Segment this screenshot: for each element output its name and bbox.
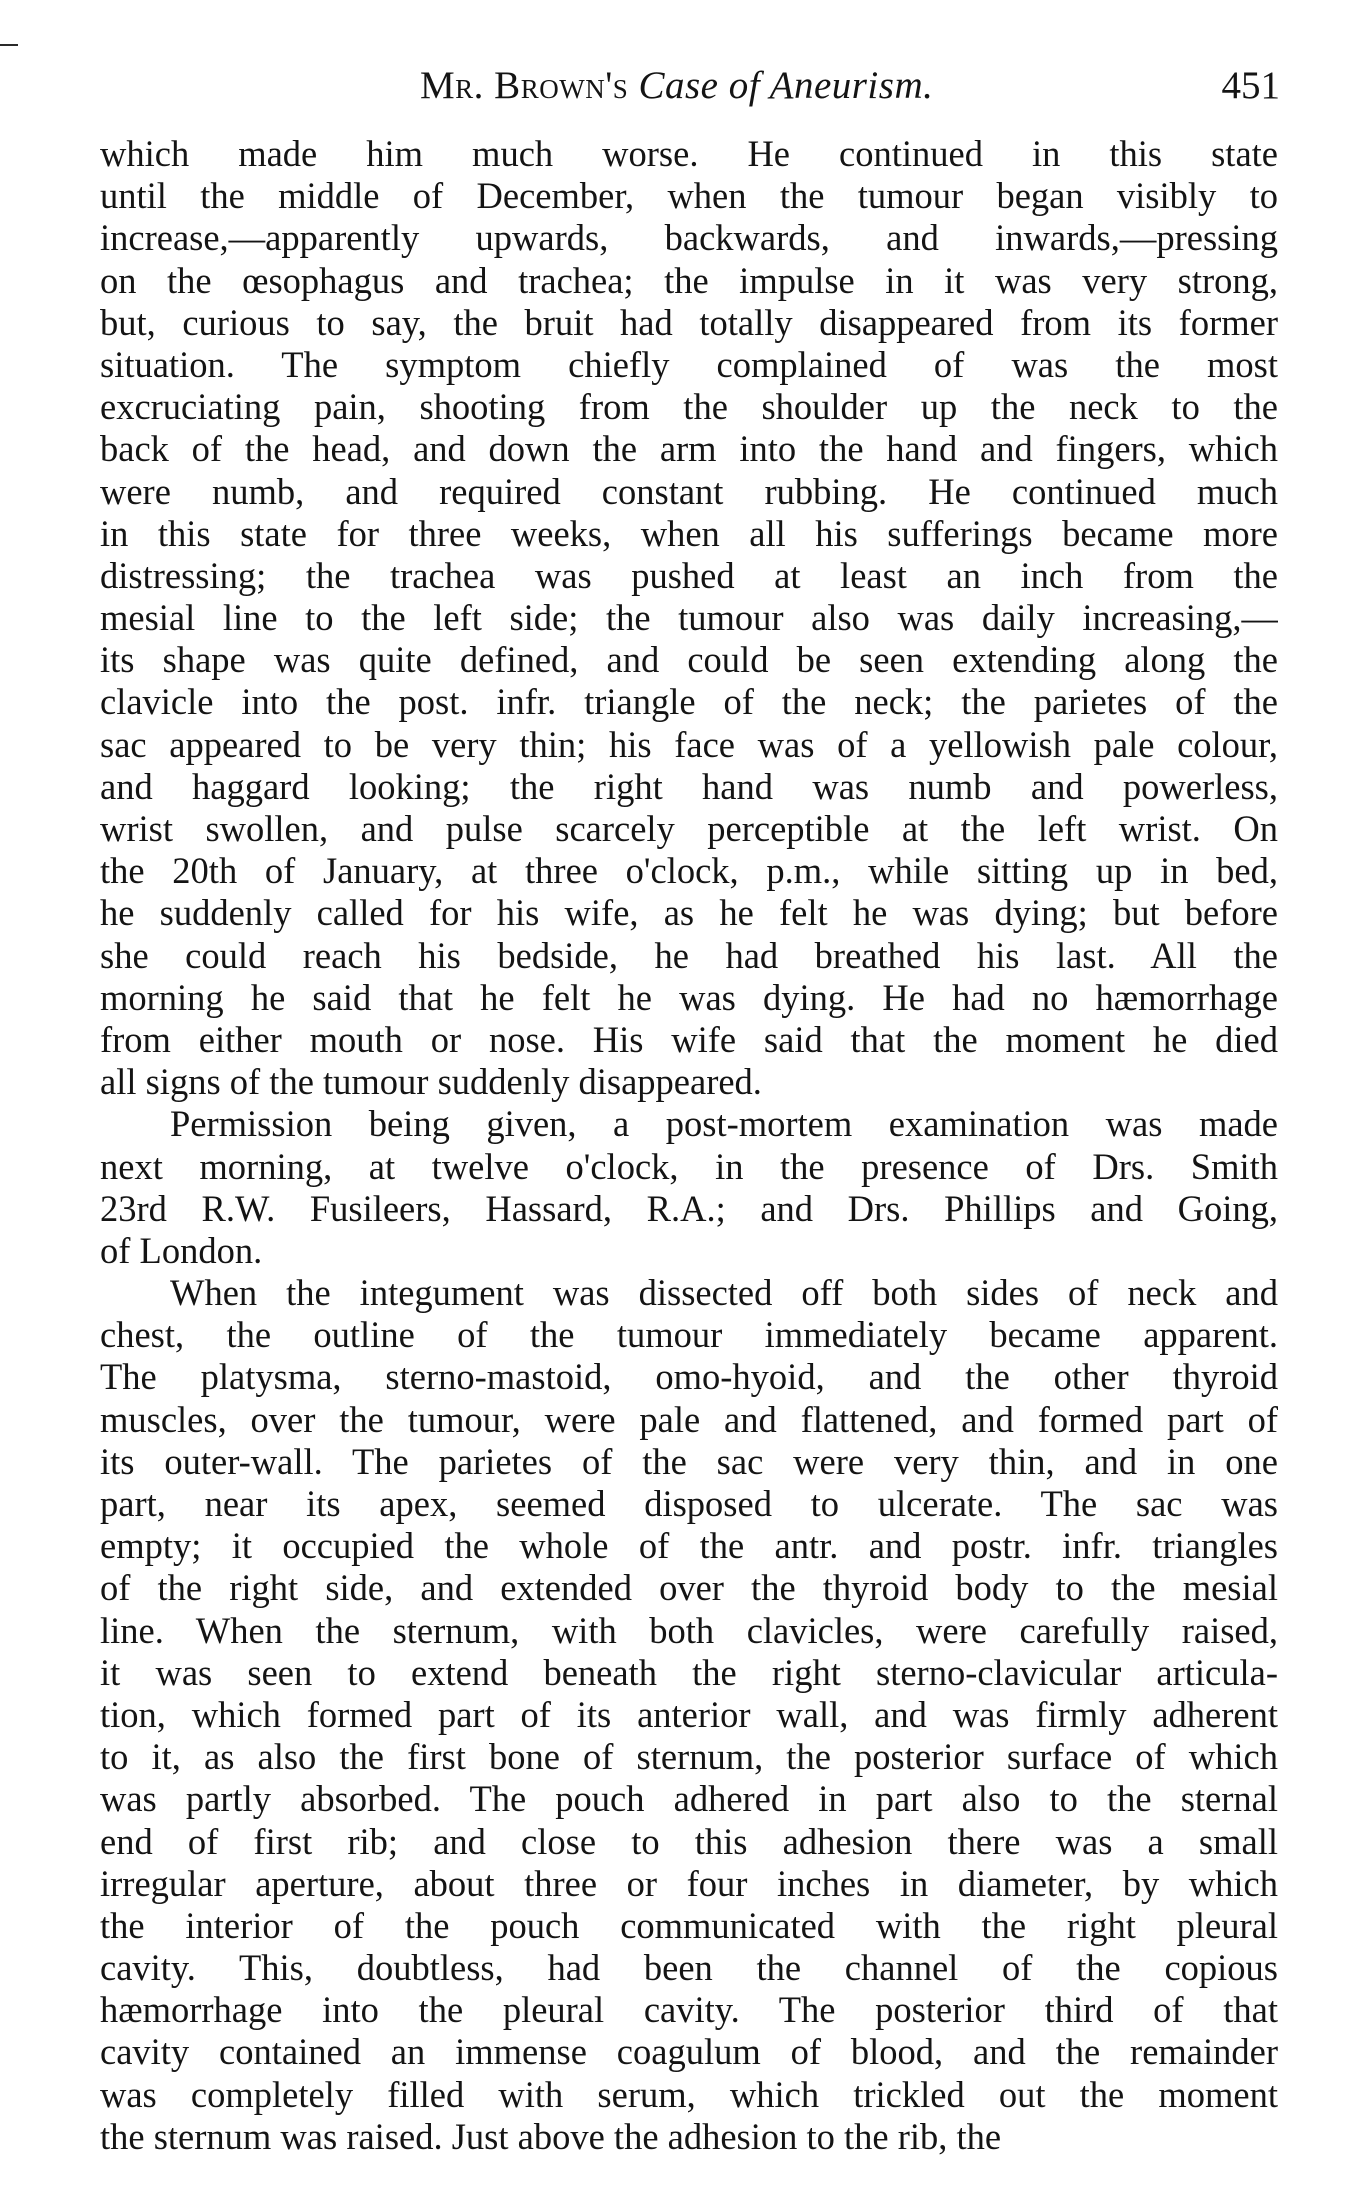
text-line: When the integument was dissected off both sides of neck and <box>170 1272 1278 1314</box>
text-line: 23rd R.W. Fusileers, Hassard, R.A.; and Drs. Phillips and Going, <box>100 1187 1278 1229</box>
page-number: 451 <box>1221 64 1280 107</box>
text-line: the sternum was raised. Just above the adhesion to the rib, the <box>100 2115 1002 2157</box>
text-line: next morning, at twelve o'clock, in the presence of Drs. Smith <box>100 1145 1278 1187</box>
text-line: distressing; the trachea was pushed at least an inch from the <box>100 554 1278 596</box>
text-line: irregular aperture, about three or four inches in diameter, by which <box>100 1862 1278 1904</box>
text-line: he suddenly called for his wife, as he felt he was dying; but before <box>100 892 1278 934</box>
text-line: Permission being given, a post-mortem examination was made <box>170 1103 1278 1145</box>
running-head <box>420 58 1280 114</box>
text-line: end of first rib; and close to this adhesion there was a small <box>100 1820 1278 1862</box>
text-line: cavity contained an immense coagulum of blood, and the remainder <box>100 2031 1278 2073</box>
text-line: its shape was quite defined, and could be seen extending along the <box>100 639 1278 681</box>
running-head-author: Mr. Brown's <box>420 64 629 107</box>
text-line: increase,—apparently upwards, backwards, and inwards,—pressing <box>100 217 1278 259</box>
text-line: hæmorrhage into the pleural cavity. The posterior third of that <box>100 1989 1278 2031</box>
text-line: to it, as also the first bone of sternum, the posterior surface of which <box>100 1736 1278 1778</box>
text-line: of the right side, and extended over the thyroid body to the mesial <box>100 1567 1278 1609</box>
body-text <box>100 133 1278 2158</box>
text-line: line. When the sternum, with both clavicles, were carefully raised, <box>100 1609 1278 1651</box>
text-line: mesial line to the left side; the tumour also was daily increasing,— <box>100 597 1278 639</box>
running-head-subject: Case of Aneurism. <box>638 64 934 107</box>
text-line: which made him much worse. He continued in this state <box>100 133 1278 174</box>
text-line: was completely filled with serum, which trickled out the moment <box>100 2073 1278 2115</box>
text-line: chest, the outline of the tumour immediately became apparent. <box>100 1314 1278 1356</box>
paragraph <box>100 1103 1278 1272</box>
text-line: and haggard looking; the right hand was numb and powerless, <box>100 765 1278 807</box>
text-line: the 20th of January, at three o'clock, p.m., while sitting up in bed, <box>100 850 1278 892</box>
text-line: the interior of the pouch communicated with the right pleural <box>100 1904 1278 1946</box>
text-line: excruciating pain, shooting from the shoulder up the neck to the <box>100 386 1278 428</box>
text-line: part, near its apex, seemed disposed to ulcerate. The sac was <box>100 1483 1278 1524</box>
text-line: clavicle into the post. infr. triangle of the neck; the parietes of the <box>100 681 1278 723</box>
text-line: were numb, and required constant rubbing. He continued much <box>100 470 1278 512</box>
text-line: The platysma, sterno-mastoid, omo-hyoid, and the other thyroid <box>100 1356 1278 1398</box>
text-line: on the œsophagus and trachea; the impulse in it was very strong, <box>100 259 1278 301</box>
margin-mark <box>0 44 18 46</box>
text-line: she could reach his bedside, he had breathed his last. All the <box>100 934 1278 976</box>
text-line: morning he said that he felt he was dying. He had no hæmorrhage <box>100 976 1278 1018</box>
text-line: all signs of the tumour suddenly disappeared. <box>100 1061 762 1103</box>
text-line: until the middle of December, when the tumour began visibly to <box>100 175 1278 217</box>
text-line: was partly absorbed. The pouch adhered in part also to the sternal <box>100 1778 1278 1820</box>
text-line: muscles, over the tumour, were pale and flattened, and formed part of <box>100 1398 1278 1440</box>
text-line: back of the head, and down the arm into the hand and fingers, which <box>100 428 1278 470</box>
running-head-title <box>420 58 933 114</box>
text-line: wrist swollen, and pulse scarcely perceptible at the left wrist. On <box>100 808 1278 849</box>
paragraph <box>100 133 1278 1103</box>
text-line: in this state for three weeks, when all his sufferings became more <box>100 512 1278 554</box>
text-line: sac appeared to be very thin; his face was of a yellowish pale colour, <box>100 723 1278 765</box>
text-line: its outer-wall. The parietes of the sac were very thin, and in one <box>100 1440 1278 1482</box>
text-line: of London. <box>100 1229 263 1271</box>
text-line: situation. The symptom chiefly complained of was the most <box>100 343 1278 385</box>
text-line: it was seen to extend beneath the right sterno-clavicular articula- <box>100 1651 1278 1693</box>
text-line: tion, which formed part of its anterior wall, and was firmly adherent <box>100 1693 1278 1735</box>
text-line: from either mouth or nose. His wife said that the moment he died <box>100 1018 1278 1060</box>
text-line: cavity. This, doubtless, had been the channel of the copious <box>100 1947 1278 1989</box>
text-line: empty; it occupied the whole of the antr. and postr. infr. triangles <box>100 1525 1278 1567</box>
paragraph <box>100 1272 1278 2158</box>
text-line: but, curious to say, the bruit had totally disappeared from its former <box>100 301 1278 343</box>
